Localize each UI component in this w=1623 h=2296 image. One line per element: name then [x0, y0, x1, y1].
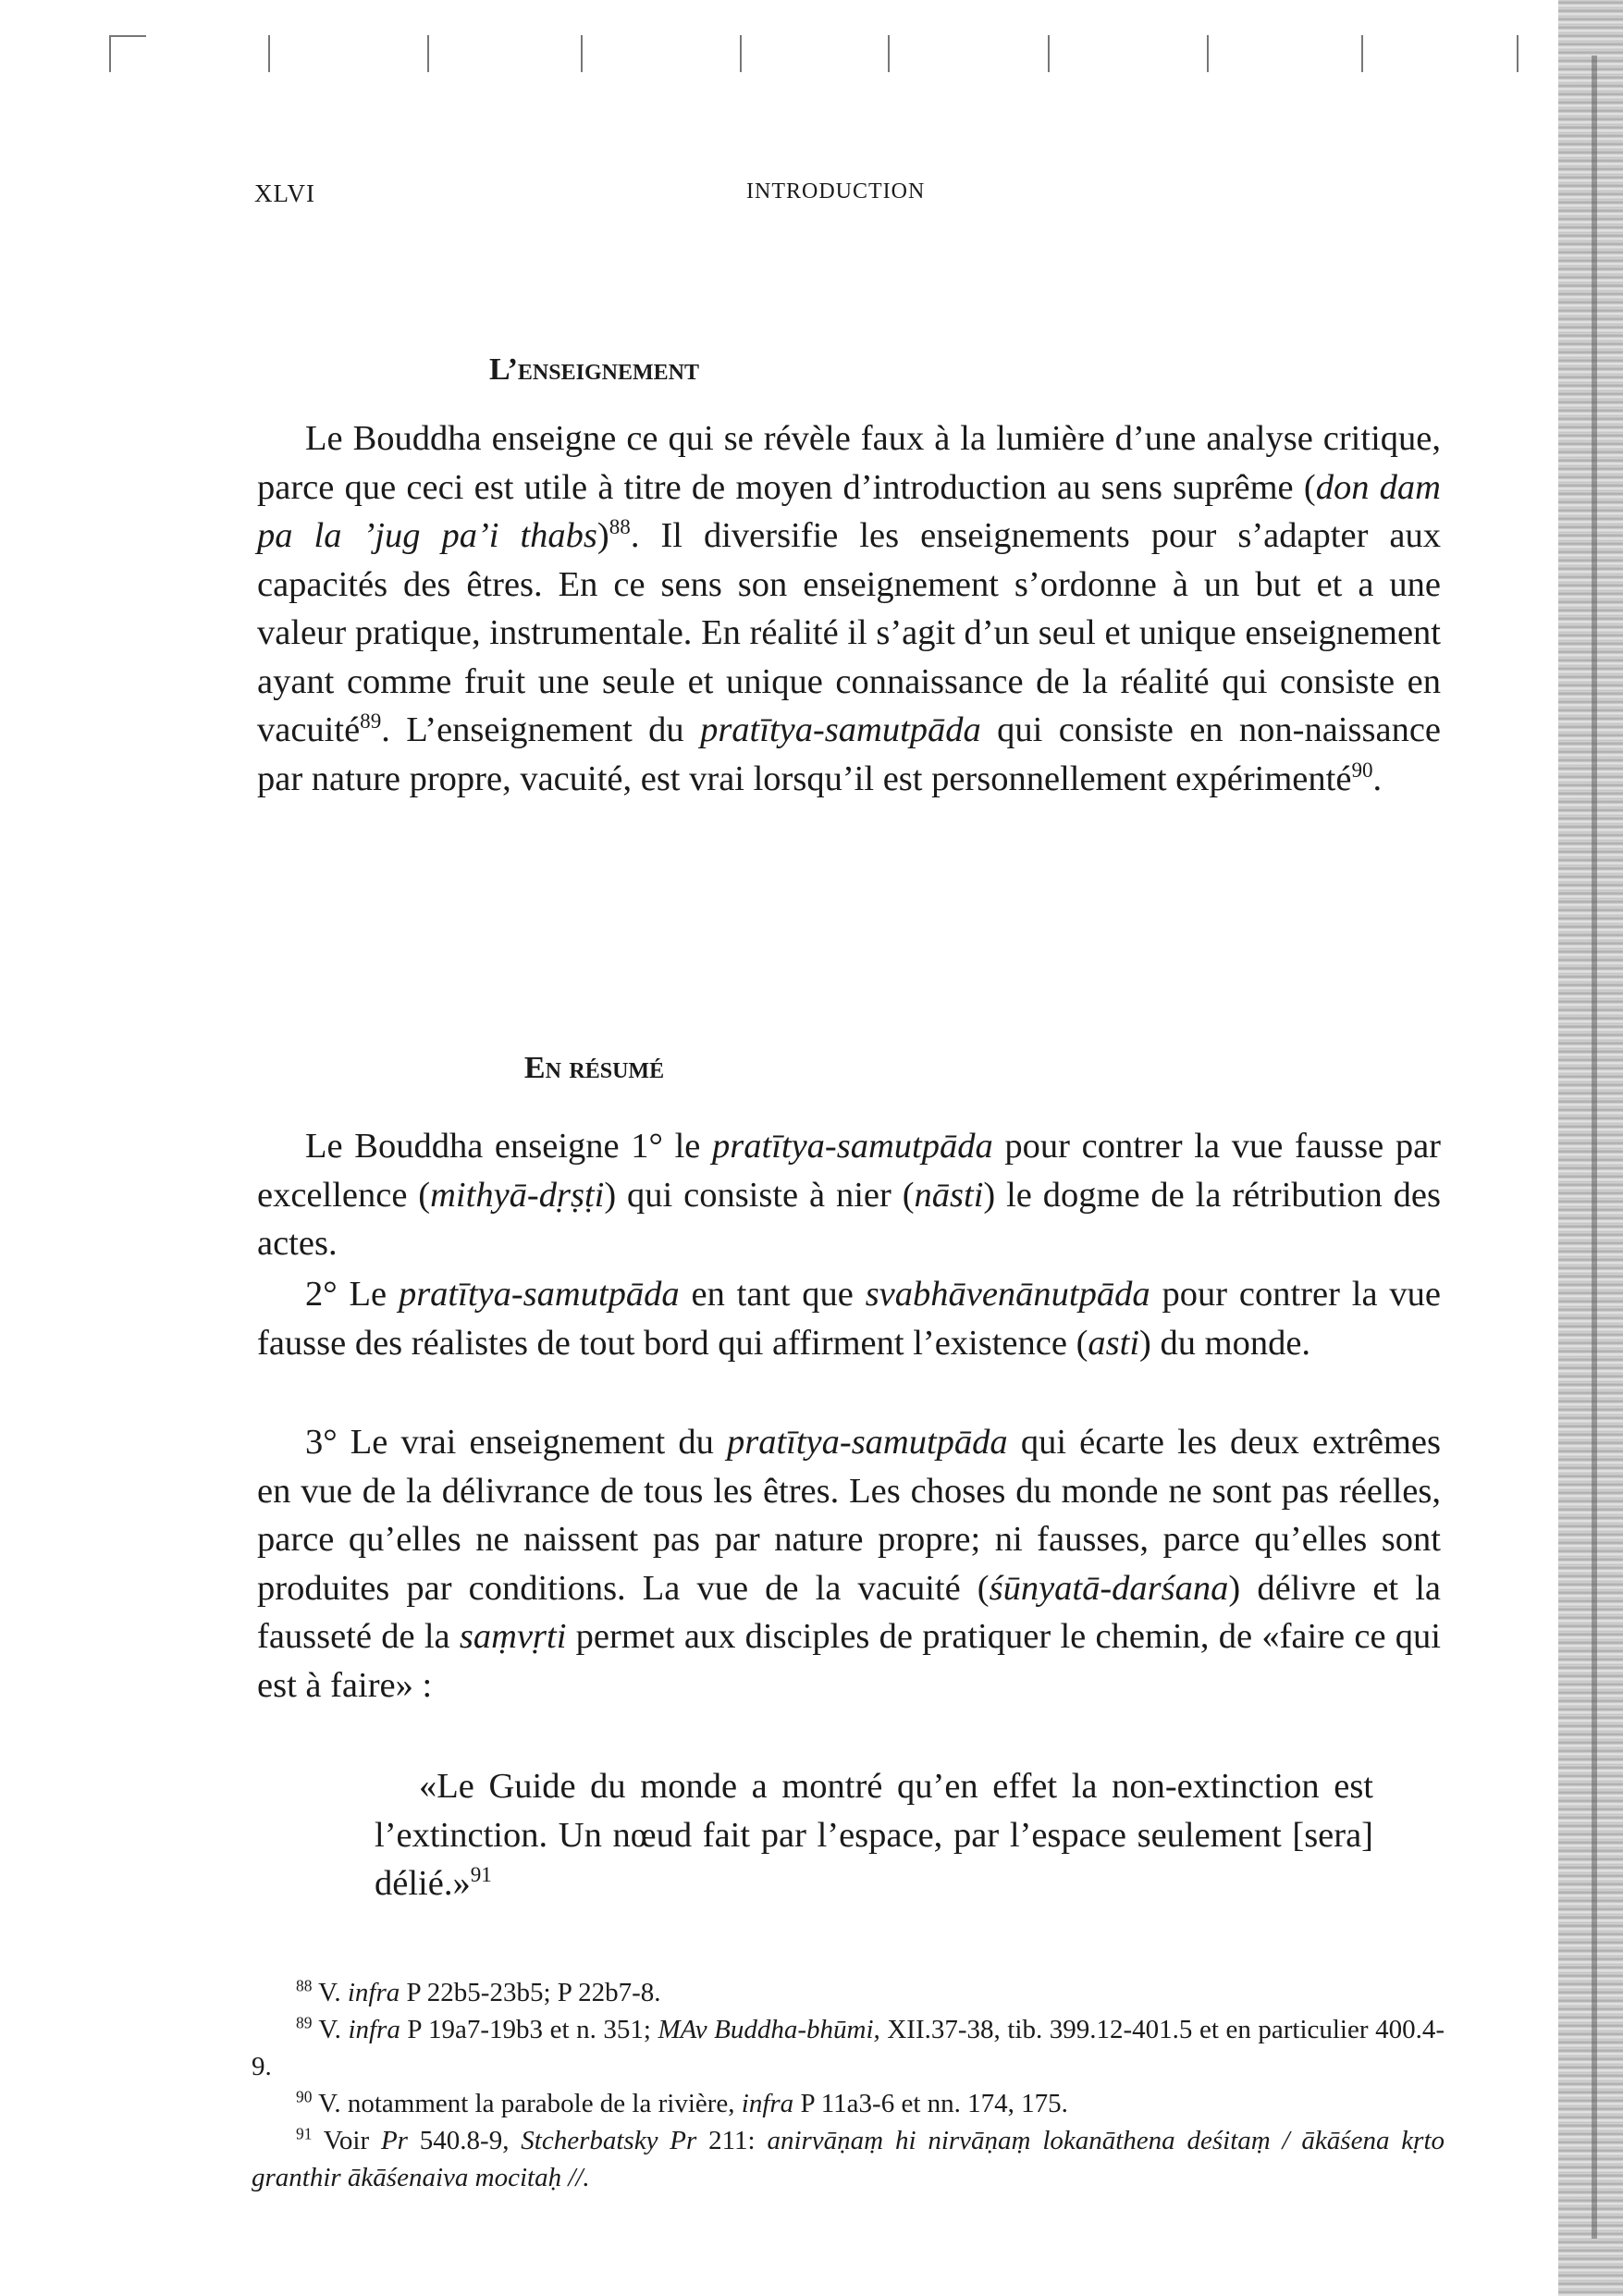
section-title-resume: En résumé [523, 1051, 665, 1086]
footnote-ref: 90 [1351, 757, 1373, 782]
footnote-89: $^{89}$ V. infra P 19a7-19b3 et n. 351; MAv Buddha-bhūmi, XII.37-38, tib. 399.12-401.5 et en particulier 400.4-9. [252, 2013, 1445, 2081]
running-title: INTRODUCTION [746, 179, 926, 204]
footnote-88: $^{88}$ V. infra P 22b5-23b5; P 22b7-8. [296, 1976, 661, 2007]
scan-top-mark [740, 35, 742, 72]
footnote-ref: 91 [470, 1862, 492, 1887]
footnotes [252, 1974, 1445, 2196]
paragraph-enseignement: Le Bouddha enseigne ce qui se révèle faux à la lumière d’une analyse critique, parce que ceci est utile à titre de moyen d’introduction au sens suprême (don dam pa la ’jug pa’i thabs)$^{88}$. Il diversifie les enseignements pour s’adapter aux capacités des êtres. En ce sens son enseignement s’ordonne à un but et a une valeur pratique, instrumentale. En réalité il s’agit d’un seul et unique enseignement ayant comme fruit une seule et unique connaissance de la réalité qui consiste en vacuité$^{89}$. L’enseignement du pratītya-samutpāda qui consiste en non-naissance par nature propre, vacuité, est vrai lorsqu’il est personnellement expérimenté$^{90}$. [257, 419, 1442, 798]
footnote-ref: 89 [360, 709, 382, 734]
paragraph-resume-3: 3° Le vrai enseignement du pratītya-samutpāda qui écarte les deux extrêmes en vue de la délivrance de tous les êtres. Les choses du monde ne sont pas réelles, parce qu’elles ne naissent pas par nature propre; ni fausses, parce qu’elles sont produites par conditions. La vue de la vacuité (śūnyatā-darśana) délivre et la fausseté de la saṃvṛti permet aux disciples de pratiquer le chemin, de «faire ce qui est à faire» : [257, 1423, 1441, 1705]
block-quote: «Le Guide du monde a montré qu’en effet la non-extinction est l’extinction. Un nœud fait par l’espace, par l’espace seulement [sera] délié.»$^{91}$ [375, 1767, 1373, 1903]
scan-edge-shadow [1592, 56, 1597, 2239]
scan-top-mark [109, 35, 111, 72]
scan-top-mark [268, 35, 270, 72]
running-head [254, 179, 957, 216]
scan-top-mark [1517, 35, 1518, 72]
page-number: XLVI [254, 179, 316, 207]
scan-top-mark [1207, 35, 1209, 72]
footnote-91: $^{91}$ Voir Pr 540.8-9, Stcherbatsky Pr 211: anirvāṇaṃ hi nirvāṇaṃ lokanāthena deśitaṃ / ākāśena kṛto granthir ākāśenaiva mocitaḥ //. [252, 2124, 1445, 2192]
paragraph-resume-1: Le Bouddha enseigne 1° le pratītya-samutpāda pour contrer la vue fausse par excellence (mithyā-dṛṣṭi) qui consiste à nier (nāsti) le dogme de la rétribution des actes. [257, 1127, 1441, 1263]
scan-top-mark [427, 35, 429, 72]
scan-top-mark [888, 35, 890, 72]
section-title-enseignement: L’enseignement [489, 352, 699, 388]
footnote-ref: 88 [609, 514, 631, 539]
scan-top-mark [581, 35, 583, 72]
scan-top-mark [1361, 35, 1363, 72]
scan-edge-artifact [1558, 0, 1623, 2296]
scan-top-mark [109, 35, 146, 37]
footnote-90: $^{90}$ V. notamment la parabole de la rivière, infra P 11a3-6 et nn. 174, 175. [296, 2087, 1068, 2118]
paragraph-resume-2: 2° Le pratītya-samutpāda en tant que svabhāvenānutpāda pour contrer la vue fausse des réalistes de tout bord qui affirment l’existence (asti) du monde. [257, 1275, 1441, 1363]
scan-top-mark [1048, 35, 1050, 72]
